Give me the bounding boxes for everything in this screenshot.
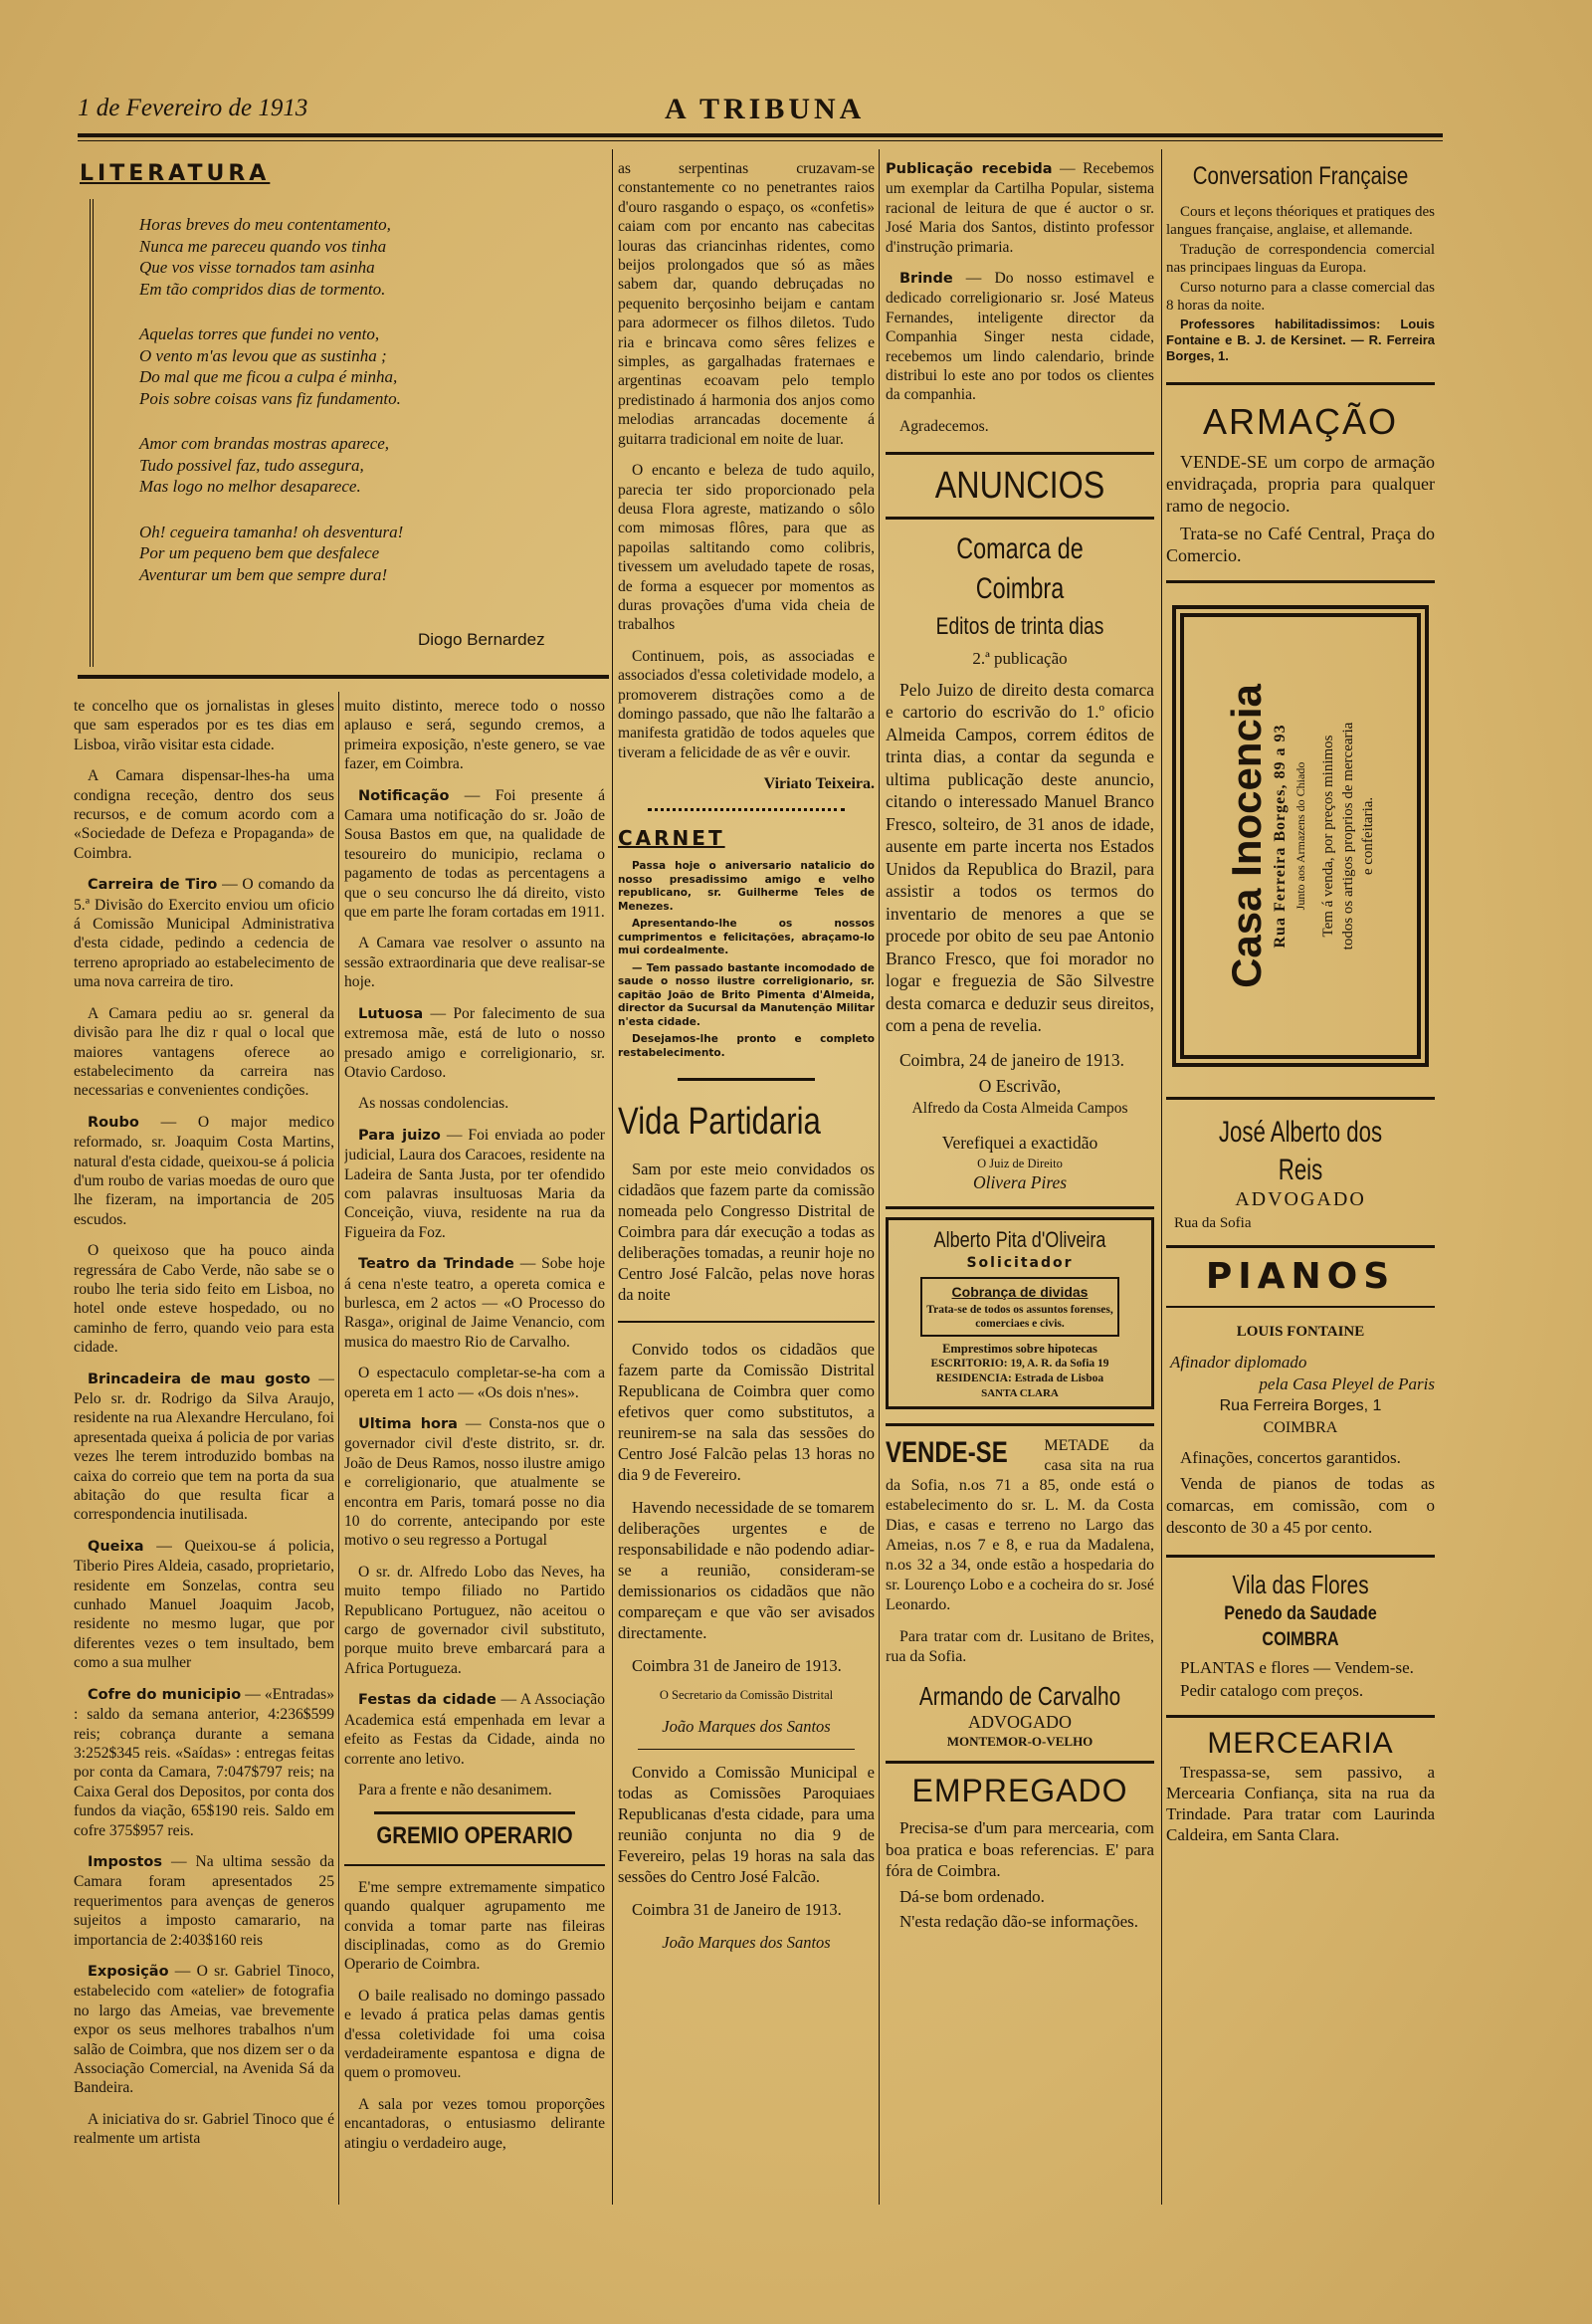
vende-se-ad [886,1436,1154,1667]
empregado-title: EMPREGADO [911,1773,1128,1809]
news-text: — Por falecimento de sua extremosa mãe, está de luto o nosso presado amigo e correligionario, sr. Otavio Cardoso. [344,1004,605,1081]
paragraph: Pelo Juizo de direito desta comarca e cartorio do escrivão do 1.º oficio Almeida Campos, correm éditos de trinta dias, a contar da segunda e ultima publicação deste anuncio, citando o interessado Manuel Branco Fresco, solteiro, de 31 anos de idade, ausente em parte incerta nos Estados Unidos da Republica do Brazil, para assistir a todos os termos do inventario de menores a que se procede por obito de seu pae Antonio Branco Fresco, que foi morador no logar e freguezia de São Silvestre desta comarca e deduzir seus direitos, com a pena de revelia. [886,679,1154,1036]
news-item [74,1962,334,2098]
news-item [344,1414,605,1551]
paragraph: Desejamos-lhe pronto e completo restabelecimento. [618,1033,875,1059]
ad-line: COIMBRA [1263,1419,1338,1436]
casa-title: Casa Inocencia [1223,684,1270,988]
advertiser-role: Solicitador [966,1254,1074,1271]
sonnet [139,214,547,609]
ad-line: RESIDENCIA: Estrada de Lisboa [935,1372,1104,1384]
article-signature: Viriato Teixeira. [763,775,875,793]
casa-rotated [1223,637,1378,1035]
divider [886,1206,1154,1209]
paragraph: Afinações, concertos garantidos. [1180,1448,1401,1467]
ad-line: Emprestimos sobre hipotecas [942,1341,1097,1356]
dateline: Coimbra 31 de Janeiro de 1913. [632,1899,842,1919]
alberto-pita-ad [886,1217,1154,1409]
comarca-title: Comarca de Coimbra [956,532,1084,606]
conversation-title: Conversation Française [1192,162,1409,190]
news-item [344,1690,605,1769]
carnet-body [618,860,875,1060]
signature-name: Olivera Pires [972,1172,1068,1193]
verse: Horas breves do meu contentamento, [139,215,391,234]
news-lead: Cofre do municipio [88,1686,242,1703]
verse: Pois sobre coisas vans fiz fundamento. [139,388,401,408]
paragraph: Pedir catalogo com preços. [1180,1681,1364,1700]
paragraph: Para tratar com dr. Lusitano de Brites, rua da Sofia. [886,1627,1154,1665]
news-lead: Carreira de Tiro [88,877,218,894]
ad-text: METADE da casa sita na rua da Sofia, n.os 71 a 85, onde está o estabelecimento do sr. L. M. da Costa Dias, e casas e terreno no Largo das Ameias, n.os 7 e 8, e rua da Madalena, n.os 32 a 34, onde estão a hospedaria do sr. Lourenço Lobo e a cocheira do sr. José Leonardo. [886,1436,1154,1613]
casa-line: todos os artigos proprios de mercearia [1340,722,1356,951]
verse: Mas logo no melhor desaparece. [139,477,361,496]
ad-line: Afinador diplomado [1170,1353,1307,1372]
paragraph: O queixoso que ha pouco ainda regressára de Cabo Verde, não sabe se o roubo lhe teria sido feito em Lisboa, no hotel onde esteve hospedado, ou no caminho de ferro, quando veio para esta cidade. [74,1242,334,1357]
news-item [344,1254,605,1352]
paragraph: A iniciativa do sr. Gabriel Tinoco que é realmente um artista [74,2110,334,2148]
advertiser-name: Alberto Pita d'Oliveira [933,1226,1106,1252]
armando-place: MONTEMOR-O-VELHO [946,1733,1094,1749]
verse: Aventurar um bem que sempre dura! [139,564,388,584]
paragraph: Havendo necessidade de se tomarem deliberações urgentes e de responsabilidade e não podendo adiar-se a reunião, consideram-se demissionarios os cidadãos que não compareçam e que vão ser avisados directamente. [618,1498,875,1642]
news-text: — Recebemos um exemplar da Cartilha Popular, sistema racional de leitura de que é auctor o sr. José Maria dos Santos, distinto professor d'instrução primaria. [886,160,1154,256]
news-lead: Publicação recebida [886,161,1053,177]
casa-line: Tem á venda, por preços minimos [1320,735,1336,938]
news-item [886,159,1154,257]
casa-line: e confeitaria. [1360,796,1376,876]
jose-address: Rua da Sofia [1174,1215,1252,1231]
paragraph: — Tem passado bastante incomodado de saude o nosso ilustre correligionario, sr. capitão João de Brito Pimenta d'Almeida, director da Sucursal da Manutenção Militar n'esta cidade. [618,961,875,1028]
ad-line: pela Casa Pleyel de Paris [1259,1374,1435,1393]
verse: Tudo possivel faz, tudo assegura, [139,455,364,475]
paragraph: Convido todos os cidadãos que fazem parte da Comissão Distrital Republicana de Coimbra quer como efetivos quer como substitutos, a reunirem-se na sala das sessões do Centro José Falcão pelas 13 horas no dia 9 de Fevereiro. [618,1340,875,1484]
anuncios-title: ANUNCIOS [934,465,1105,508]
column-divider [338,692,339,2205]
news-text: — Sobe hoje á cena n'este teatro, a opereta comica e burlesca, em 2 actos — «O Processo do Rasga», original de Jaime Venancio, com musica do maestro Rio de Carvalho. [344,1255,605,1351]
news-text: — Foi enviada ao poder judicial, Laura dos Caracoes, residente na Ladeira de Santa Justa, por ter ofendido com palavras insultuosas Maria da Conceição, viuva, residente na rua da Figueira da Foz. [344,1126,605,1241]
paragraph: Venda de pianos de todas as comarcas, em comissão, com o desconto de 30 a 45 por cento. [1166,1474,1435,1537]
armando-name: Armando de Carvalho [918,1680,1121,1711]
paragraph [886,1436,1154,1615]
vila-address: Penedo da Saudade COIMBRA [1224,1603,1377,1650]
jose-role: ADVOGADO [1235,1188,1366,1210]
paragraph: O sr. dr. Alfredo Lobo das Neves, ha muito tempo filiado no Partido Republicano Portuguez, não aceitou o cargo de governador civil substituto, porque muito breve embarcará para a Africa Portugueza. [344,1563,605,1677]
verse: Amor com brandas mostras aparece, [139,434,390,453]
stanza [139,433,547,498]
paragraph: te concelho que os jornalistas in gleses que sam esperados por es tes dias em Lisboa, virão visitar esta cidade. [74,698,334,753]
column-divider [879,149,880,2205]
paragraph: Curso noturno para a classe comercial das 8 horas da noite. [1166,280,1435,314]
paragraph: Agradecemos. [899,417,989,435]
news-text: — Queixou-se á policia, Tiberio Pires Aldeia, casado, proprietario, residente em Sonzelas, contra seu cunhado Manuel Joaquim Jacob, residente no mesmo lugar, que por diferentes vezes o tem insultado, bem como a sua mulher [74,1537,334,1672]
news-lead: Roubo [88,1114,139,1131]
stanza [139,522,547,586]
poem-author: Diogo Bernardez [418,630,545,649]
news-item [74,1852,334,1950]
vida-partidaria-body [618,1159,875,1953]
armando-role: ADVOGADO [968,1711,1072,1732]
signature-name: Alfredo da Costa Almeida Campos [911,1099,1128,1117]
header-rule [78,133,1443,137]
stanza [139,214,547,300]
divider [344,1864,605,1866]
ad-line: ESCRITORIO: 19, A. R. da Sofia 19 [930,1357,1109,1370]
paragraph: Sam por este meio convidados os cidadãos que fazem parte da comissão nomeada pelo Congresso Distrital de Coimbra para dár execução a todas as deliberações tomadas, a reunir hoje no Centro José Falcão, pelas nove horas da noite [618,1160,875,1304]
news-text: — Pelo sr. dr. Rodrigo da Silva Araujo, residente na rua Alexandre Herculano, foi apresentada queixa á policia de por varias vezes lhe terem introduzido bombas na caixa do correio que tem na porta da sua abitação do que resulta ficar a correspondencia inutilisada. [74,1370,334,1524]
header-rule-thin [78,140,1443,141]
divider [886,517,1154,520]
vila-ad [1166,1657,1435,1701]
news-text: — O comando da 5.ª Divisão do Exercito enviou um oficio á Comissão Municipal Administrativa d'esta cidade, pedindo a cedencia de terreno apropriado ao estabelecimento de uma nova carreira de tiro. [74,876,334,991]
carnet-title: CARNET [618,825,725,850]
paragraph: A Camara dispensar-lhes-ha uma condigna receção, dentro dos seus recursos, e de comum acordo com a «Sociedade de Defeza e Propaganda» de Coimbra. [74,767,334,862]
news-item [344,1004,605,1083]
column-3 [618,159,875,2205]
news-lead: Queixa [88,1538,144,1555]
news-lead: Brincadeira de mau gosto [88,1371,310,1387]
divider [1166,1555,1435,1558]
news-item [74,1370,334,1525]
paragraph: As nossas condolencias. [358,1095,509,1113]
paragraph: Apresentando-lhe os nossos cumprimentos e felicitações, abraçamo-lo mui cordealmente. [618,918,875,956]
column-divider [612,149,613,2205]
column-5 [1166,159,1435,2205]
casa-inocencia-ad [1172,605,1429,1067]
louis-fontaine: LOUIS FONTAINE [1236,1324,1365,1340]
verification-note: Verefiquei a exactidão [941,1133,1098,1154]
paragraph: N'esta redação dão-se informações. [899,1912,1139,1932]
news-text: — O sr. Gabriel Tinoco, estabelecido com «atelier» de fotografia no largo das Ameias, vae brevemente expor os seus melhores trabalhos n'um salão de Coimbra, que nos dizem ser o da Associação Comercial, na Avenida Sá da Bandeira. [74,1962,334,2097]
news-item [74,875,334,991]
literatura-title: LITERATURA [80,161,271,186]
signature-role: O Juiz de Direito [977,1156,1063,1170]
editos-title: Editos de trinta dias [935,613,1104,641]
vila-title: Vila das Flores [1232,1570,1369,1599]
paragraph: Precisa-se d'um para mercearia, com boa pratica e boas referencias. E' para fóra de Coimbra. [886,1818,1154,1881]
section-rule [78,675,609,679]
paragraph: Tradução de correspondencia comercial nas principaes linguas da Europa. [1166,242,1435,276]
paragraph: muito distinto, merece todo o nosso aplauso e será, segundo cremos, a primeira exposição, n'este genero, se vae fazer, em Coimbra. [344,698,605,773]
news-text: — Foi presente á Camara uma notificação do sr. João de Sousa Bastos em que, na qualidade de tesoureiro do municipio, reclama o pagamento de todas as percentagens a que o seu concurso lhe dá direito, visto que em parte lhe foram cortadas em 1911. [344,786,605,922]
paragraph: A Camara vae resolver o assunto na sessão extraordinaria que deve realisar-se hoje. [344,935,605,991]
divider [1166,1245,1435,1248]
mercearia-title: MERCEARIA [1207,1727,1394,1760]
dateline: Coimbra, 24 de janeiro de 1913. [899,1049,1124,1070]
news-item [344,786,605,923]
masthead-title: A TRIBUNA [665,93,866,125]
paragraph: VENDE-SE um corpo de armação envidraçada, propria para qualquer ramo de negocio. [1166,452,1435,516]
divider [1166,1715,1435,1718]
paragraph: Dá-se bom ordenado. [899,1886,1045,1906]
paragraph: Passa hoje o aniversario natalicio do nosso presadissimo amigo e velho republicano, sr. Guilherme Teles de Menezes. [618,860,875,913]
news-item [74,1537,334,1673]
signature-role: O Escrivão, [978,1076,1062,1097]
news-item [74,1113,334,1229]
ad-subtitle: Cobrança de dividas [951,1284,1089,1301]
column-4 [886,159,1154,2205]
empregado-ad [886,1817,1154,1933]
paragraph: E'me sempre extremamente simpatico quando qualquer agrupamento me convida a tomar parte nas fileiras disciplinadas, como as do Gremio Operario de Coimbra. [344,1878,605,1974]
stanza [139,323,547,409]
paragraph: Continuem, pois, as associadas e associados d'essa coletividade modelo, a promoverem distrações como a de domingo passado, que não lhe faltarão a manifesta gratidão de todos aqueles que tiveram a felicidade de as vêr e ouvir. [618,647,875,761]
news-item [74,1685,334,1840]
divider [1166,580,1435,583]
paragraph: Trata-se no Café Central, Praça do Comercio. [1166,524,1435,565]
verse: O vento m'as levou que as sustinha ; [139,345,387,365]
news-lead: Brinde [899,271,953,288]
news-text: — «Entradas» : saldo da semana anterior, 4:236$599 reis; cobrança durante a semana 3:252$345 reis. «Saídas» : entregas feitas por conta da Camara, 7:047$797 reis; na Caixa Geral dos Depositos, por conta dos fundos da viação, 65$190 reis. Saldo em cofre 375$957 reis. [74,1685,334,1839]
armacao-ad [1166,451,1435,566]
paragraph: Para a frente e não desanimem. [358,1781,552,1798]
verse: Oh! cegueira tamanha! oh desventura! [139,522,404,541]
divider [1166,1306,1435,1308]
divider [886,452,1154,455]
verse: Aquelas torres que fundei no vento, [139,324,380,343]
news-lead: Lutuosa [358,1005,424,1022]
dateline: Coimbra 31 de Janeiro de 1913. [632,1656,842,1675]
paragraph: as serpentinas cruzavam-se constantemente co no penetrantes raios d'ouro rasgando o espaço, os «confetis» caiam com por encanto nas cabecitas louras das criancinhas ridentes, como beijos prolongados que só as mães sabem dar, quando debruçadas no pequenito berçosinho beijam e cantam para adormecer os filhos diletos. Tudo ria e brincava como sêres felizes e simples, as gargalhadas fraternaes e argentinas ecoavam pelo templo predistinado á harmonia dos anjos como melodias arrancadas docemente á guitarra tradicional em noite de luar. [618,160,875,448]
verse: Em tão compridos dias de tormento. [139,279,386,299]
news-text: — Do nosso estimavel e dedicado correligionario sr. José Mateus Fernandes, inteligente director da Companhia Singer nesta cidade, recebemos um lindo calendario, brinde distribui lo este ano por todos os clientes da companhia. [886,270,1154,404]
issue-date: 1 de Fevereiro de 1913 [78,95,308,121]
publicacao: 2.ª publicação [972,649,1068,669]
paragraph: PLANTAS e flores — Vendem-se. [1180,1658,1414,1677]
pianos-title: PIANOS [1205,1256,1396,1297]
paragraph: Convido a Comissão Municipal e todas as Comissões Paroquiaes Republicanas d'esta cidade, para uma reunião conjunta no dia 9 de Fevereiro, pelas 19 horas na sala das sessões do Centro José Falcão. [618,1762,875,1886]
divider [886,1423,1154,1426]
paragraph: O espectaculo completar-se-ha com a opereta em 1 acto — «Os dois n'nes». [344,1365,605,1401]
news-text: — O major medico reformado, sr. Joaquim Costa Martins, natural d'esta cidade, queixou-se á policia d'um roubo de varias moedas de ouro que lhe fizeram, na importancia de 205 escudos. [74,1113,334,1228]
paragraph: Trespassa-se, sem passivo, a Mercearia Confiança, sita na rua da Trindade. Para tratar com Laurinda Caldeira, em Santa Clara. [1166,1763,1435,1844]
column-divider [1161,149,1162,2205]
page-header [78,95,1441,129]
vida-partidaria-title: Vida Partidaria [618,1101,821,1143]
casa-address-note: Junto aos Armazens do Chiado [1294,761,1307,911]
divider [886,1761,1154,1764]
news-text: — Na ultima sessão da Camara foram apresentados 25 requerimentos para avenças de generos sujeitos a imposto camarario, na importancia de 2:403$160 reis [74,1852,334,1949]
divider [374,1811,575,1814]
gremio-title: GREMIO OPERARIO [376,1822,573,1850]
news-text: — Consta-nos que o governador civil d'este distrito, sr. dr. João de Deus Ramos, nosso ilustre amigo e correligionario, que atualmente se encontra em Paris, tomará posse no dia 10 do corrente, antecipando por este motivo o seu regresso a Portugal [344,1415,605,1550]
news-text: — A Associação Academica está empenhada em levar a efeito as Festas da Cidade, ainda no corrente ano letivo. [344,1691,605,1768]
verse: Nunca me pareceu quando vos tinha [139,236,387,256]
divider [638,1749,855,1750]
paragraph: O encanto e beleza de tudo aquilo, parecia ter sido proporcionado pela deusa Flora agreste, matizando o sôlo com mimosas flôres, para que as papoilas saltitando como colibris, tivessem um aveludado tapete de rosas, de forma a esquecer por momentos as duras provações d'uma vida cheia de trabalhos [618,462,875,634]
jose-alberto-name: José Alberto dos Reis [1218,1116,1383,1186]
divider [1166,382,1435,385]
ad-inner-box [920,1277,1119,1336]
signature-role: O Secretario da Comissão Distrital [659,1688,834,1702]
verse: Do mal que me ficou a culpa é minha, [139,367,398,386]
news-item [344,1126,605,1242]
column-2 [344,697,605,2205]
armacao-title: ARMAÇÃO [1202,401,1399,442]
signature-name: João Marques dos Santos [662,1932,831,1952]
divider [1166,1097,1435,1100]
paragraph: Cours et leçons théoriques et pratiques des langues française, anglaise, et allemande. [1166,204,1435,238]
news-lead: Notificação [358,787,450,804]
conversation-ad [1166,203,1435,364]
vende-se-title: VENDE-SE [886,1435,1008,1469]
news-lead: Teatro da Trindade [358,1256,514,1273]
greek-key-border [90,199,121,667]
news-item [886,269,1154,405]
ad-line: SANTA CLARA [981,1386,1059,1399]
ad-subtext: Trata-se de todos os assuntos forenses, comerciaes e civis. [926,1303,1113,1330]
ad-line: Rua Ferreira Borges, 1 [1219,1397,1382,1414]
paragraph: Professores habilitadissimos: Louis Fontaine e B. J. de Kersinet. — R. Ferreira Borges, 1. [1166,317,1435,363]
news-lead: Exposição [88,1963,169,1980]
column-1 [74,697,334,2205]
news-lead: Ultima hora [358,1416,458,1432]
news-lead: Para juizo [358,1127,441,1144]
edital-body [886,679,1154,1194]
divider [678,1078,815,1081]
paragraph: O baile realisado no domingo passado e levado á pratica pelas damas gentis d'essa coletividade foi uma coisa verdadeiramente espantosa e digna de quem o promoveu. [344,1987,605,2082]
signature-name: João Marques dos Santos [662,1716,831,1736]
casa-address: Rua Ferreira Borges, 89 a 93 [1272,724,1289,949]
divider [648,808,845,811]
paragraph: A Camara pediu ao sr. general da divisão para lhe diz r qual o local que maiores vantagens oferece ao estabelecimento da carreira nas necessarias e convenientes condições. [74,1004,334,1100]
verse: Por um pequeno bem que desfalece [139,543,380,562]
paragraph: A sala por vezes tomou proporções encantadoras, o entusiasmo delirante atingiu o verdadeiro auge, [344,2095,605,2152]
pianos-ad [1166,1352,1435,1539]
news-lead: Impostos [88,1853,162,1870]
verse: Que vos visse tornados tam asinha [139,258,375,277]
news-lead: Festas da cidade [358,1692,497,1709]
divider [618,1321,875,1323]
